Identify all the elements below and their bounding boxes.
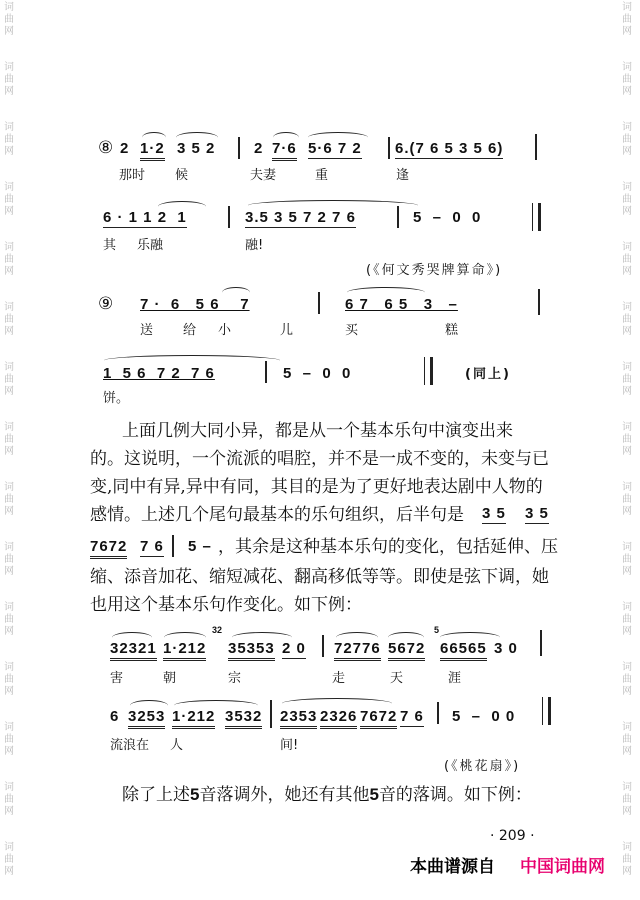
watermark-text: 词 曲 网 — [4, 122, 14, 157]
slur — [336, 632, 378, 643]
watermark-text: 词 曲 网 — [622, 482, 632, 517]
barline — [538, 289, 540, 315]
watermark-text: 词 曲 网 — [4, 2, 14, 37]
slur — [308, 132, 368, 143]
example-number: ⑧ — [98, 138, 115, 157]
footer-source-label: 本曲谱源自 — [410, 857, 495, 877]
note: 2353 — [280, 708, 317, 729]
lyric: 涯 — [448, 671, 462, 686]
lyric: 送 — [140, 323, 154, 338]
lyric: 融! — [245, 238, 264, 253]
note: 6.(7 6 5 3 5 6) — [395, 140, 504, 157]
note: 7672 — [360, 708, 397, 729]
watermark-text: 词 曲 网 — [622, 662, 632, 697]
final-barline — [542, 697, 551, 725]
note: 3532 — [225, 708, 262, 729]
watermark-text: 词 曲 网 — [622, 2, 632, 37]
text-line: 的。这说明，一个流派的唱腔，并不是一成不变的，未变与已 — [90, 449, 549, 469]
slur — [222, 287, 250, 298]
lyric: 流浪在 — [110, 738, 150, 753]
lyric: 给 — [183, 323, 197, 338]
note: 1·212 — [172, 708, 215, 729]
watermark-text: 词 曲 网 — [4, 842, 14, 877]
slur — [176, 132, 218, 143]
note: 72776 — [334, 640, 381, 661]
watermark-text: 词 曲 网 — [4, 422, 14, 457]
barline — [270, 700, 272, 728]
text-line: ，其余是这种基本乐句的变化，包括延伸、压 — [218, 537, 558, 557]
watermark-text: 词 曲 网 — [4, 722, 14, 757]
slur — [112, 632, 152, 643]
slur — [174, 700, 258, 711]
barline — [228, 206, 230, 228]
inline-notation: 5 — [369, 785, 379, 804]
text-line: 上面几例大同小异，都是从一个基本乐句中演变出来 — [122, 421, 513, 441]
note: 5 – 0 0 — [452, 708, 516, 725]
watermark-text: 词 曲 网 — [622, 62, 632, 97]
slur — [273, 132, 299, 143]
slur — [388, 632, 424, 643]
inline-notation: 3 5 — [482, 505, 506, 522]
note: 6 — [110, 708, 120, 725]
lyric: 重 — [315, 168, 329, 183]
lyric: 乐融 — [137, 238, 164, 253]
text: 除了上述 — [122, 785, 190, 805]
barline — [535, 134, 537, 160]
watermark-text: 词 曲 网 — [4, 662, 14, 697]
lyric: 间! — [280, 738, 299, 753]
watermark-text: 词 曲 网 — [4, 482, 14, 517]
lyric: 那时 — [119, 168, 146, 183]
text-line: 缩、添音加花、缩短减花、翻高移低等等。即使是弦下调，她 — [90, 567, 549, 587]
watermark-text: 词 曲 网 — [4, 182, 14, 217]
lyric: 天 — [390, 671, 404, 686]
slur — [104, 355, 280, 366]
barline — [388, 137, 390, 159]
text-line: 变,同中有异,异中有同，其目的是为了更好地表达剧中人物的 — [90, 477, 543, 497]
note: 1 5 6 7 2 7 6 — [103, 365, 215, 382]
watermark-text: 词 曲 网 — [622, 422, 632, 457]
barline — [540, 630, 542, 656]
barline — [318, 292, 320, 314]
lyric: 宗 — [228, 671, 242, 686]
lyric: 儿 — [280, 323, 294, 338]
inline-notation: 5 – — [188, 538, 212, 555]
source-citation: (《桃花扇》) — [444, 759, 521, 774]
note: 3.5 3 5 7 2 7 6 — [245, 209, 356, 226]
barline — [322, 635, 324, 657]
watermark-text: 词 曲 网 — [4, 782, 14, 817]
slur — [164, 632, 206, 643]
note: 3253 — [128, 708, 165, 729]
final-barline — [424, 357, 433, 385]
watermark-text: 词 曲 网 — [622, 182, 632, 217]
note: 5 – 0 0 — [283, 365, 352, 382]
note: 6 · 1 1 2 1 — [103, 209, 187, 226]
watermark-text: 词 曲 网 — [622, 542, 632, 577]
text-line: 感情。上述几个尾句最基本的乐句组织，后半句是 — [90, 505, 464, 525]
note: 32321 — [110, 640, 157, 661]
watermark-text: 词 曲 网 — [4, 242, 14, 277]
watermark-text: 词 曲 网 — [4, 542, 14, 577]
barline — [397, 206, 399, 228]
note: 7 · 6 5 6 7 — [140, 296, 250, 313]
watermark-text: 词 曲 网 — [622, 842, 632, 877]
note: 3 5 2 — [177, 140, 216, 157]
text-line: 也用这个基本乐句作变化。如下例： — [90, 595, 362, 615]
note: 3 0 — [494, 640, 518, 657]
watermark-text: 词 曲 网 — [622, 722, 632, 757]
note: 5·6 7 2 — [308, 140, 362, 157]
barline — [437, 702, 439, 724]
slur — [130, 700, 168, 711]
watermark-text: 词 曲 网 — [4, 602, 14, 637]
note: 7·6 — [272, 140, 297, 161]
lyric: 害 — [110, 671, 124, 686]
grace-note: 5 — [434, 625, 440, 635]
inline-notation: 5 — [190, 785, 200, 804]
lyric: 饼。 — [103, 391, 130, 406]
slur — [142, 132, 166, 143]
grace-note: 32 — [212, 625, 223, 635]
watermark-text: 词 曲 网 — [4, 302, 14, 337]
barline — [172, 535, 174, 557]
watermark-text: 词 曲 网 — [622, 242, 632, 277]
lyric: 走 — [332, 671, 346, 686]
watermark-text: 词 曲 网 — [622, 302, 632, 337]
inline-notation: 7672 — [90, 538, 127, 559]
lyric: 人 — [170, 738, 184, 753]
lyric: 夫妻 — [250, 168, 277, 183]
slur — [282, 698, 392, 709]
barline — [238, 137, 240, 159]
note: 35353 — [228, 640, 275, 661]
note: 2326 — [320, 708, 357, 729]
note: 5672 — [388, 640, 425, 661]
note: 7 6 — [400, 708, 424, 725]
text: 音的落调。如下例： — [378, 785, 532, 805]
note: 5 – 0 0 — [413, 209, 482, 226]
watermark-text: 词 曲 网 — [622, 122, 632, 157]
source-citation: (《何文秀哭牌算命》) — [366, 263, 503, 278]
footer-site-link[interactable]: 中国词曲网 — [520, 857, 605, 877]
lyric: 买 — [345, 323, 359, 338]
lyric: 糕 — [445, 323, 459, 338]
slur — [440, 632, 500, 643]
note: 1·212 — [163, 640, 206, 661]
note: 2 — [120, 140, 130, 157]
watermark-text: 词 曲 网 — [4, 362, 14, 397]
barline — [265, 361, 267, 383]
note: 2 0 — [282, 640, 306, 657]
lyric: 逢 — [396, 168, 410, 183]
page-number: · 209 · — [490, 828, 535, 844]
slur — [232, 632, 292, 643]
example-number: ⑨ — [98, 294, 115, 313]
slur — [248, 200, 418, 211]
watermark-text: 词 曲 网 — [622, 362, 632, 397]
source-citation: (同上) — [465, 367, 511, 382]
lyric: 候 — [175, 168, 189, 183]
note: 1·2 — [140, 140, 165, 161]
watermark-text: 词 曲 网 — [622, 602, 632, 637]
watermark-text: 词 曲 网 — [4, 62, 14, 97]
slur — [347, 287, 425, 298]
body-paragraph-2 — [90, 781, 588, 809]
lyric: 朝 — [163, 671, 177, 686]
lyric: 其 — [103, 238, 117, 253]
inline-notation: 7 6 — [140, 538, 164, 555]
note: 66565 — [440, 640, 487, 661]
slur — [158, 201, 206, 212]
inline-notation: 3 5 — [525, 505, 549, 522]
note: 6 7 6 5 3 – — [345, 296, 458, 313]
text: 音落调外，她还有其他 — [199, 785, 370, 805]
note: 2 — [254, 140, 264, 157]
watermark-text: 词 曲 网 — [622, 782, 632, 817]
final-barline — [532, 203, 541, 231]
lyric: 小 — [218, 323, 232, 338]
